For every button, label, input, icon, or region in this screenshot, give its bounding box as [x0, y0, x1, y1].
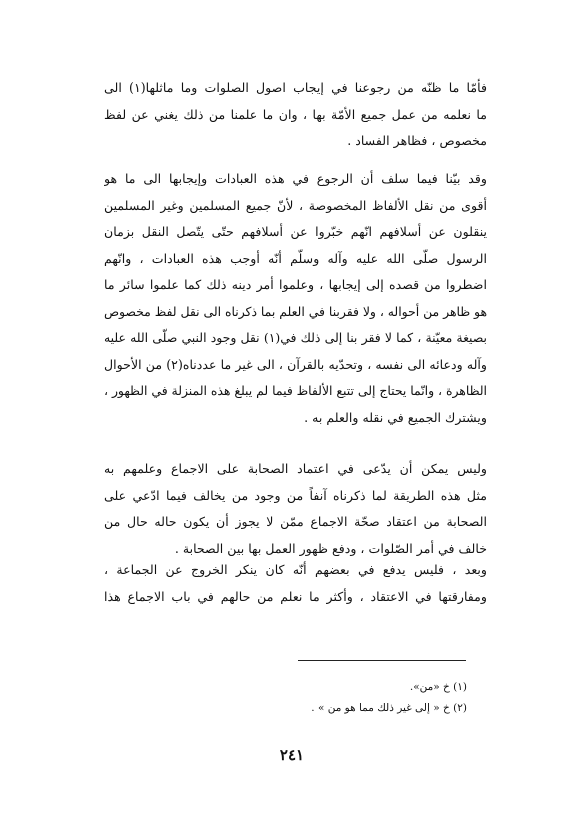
paragraph-1 — [104, 75, 487, 155]
paragraph-line: اضطروا من قصده إلى إيجابها ، وعلموا أمر دينه ذلك كما علموا سائر ما — [104, 277, 487, 292]
footnote-1: (١) خ «من». — [409, 681, 467, 693]
paragraph-line: فأمّا ما ظنّه من رجوعنا في إيجاب اصول الصلوات وما ماثلها(١) الى — [104, 80, 487, 95]
paragraph-4 — [104, 557, 487, 610]
paragraph-line: مثل هذه الطريقة لما ذكرناه آنفاً من وجود من يخالف فيما ادّعي على — [104, 487, 487, 503]
footnote-2: (٢) خ « إلى غير ذلك مما هو من » . — [311, 702, 467, 714]
paragraph-2 — [104, 166, 487, 431]
paragraph-line: أقوى من نقل الألفاظ المخصوصة ، لأنّ جميع المسلمين وغير المسلمين — [104, 197, 487, 213]
footnotes — [250, 677, 467, 719]
paragraph-line: ينقلون عن أسلافهم انّهم خبّروا عن أسلافهم حتّى يتّصل النقل بزمان — [104, 224, 487, 239]
paragraph-line: ما نعلمه من عمل جميع الأمّة بها ، وان ما علمنا من ذلك يغني عن لفظ — [104, 106, 487, 122]
paragraph-line: وقد بيّنا فيما سلف أن الرجوع في هذه العبادات وإيجابها الى ما هو — [104, 171, 487, 186]
paragraph-line: الرسول صلّى الله عليه وآله وسلّم أنّه أوجب هذه العبادات ، وانّهم — [104, 250, 487, 266]
paragraph-line: ومفارقتها في الاعتقاد ، وأكثر ما نعلم من حالهم في باب الاجماع هذا — [104, 588, 487, 604]
paragraph-line: خالف في أمر الصّلوات ، ودفع ظهور العمل بها بين الصحابة . — [174, 540, 487, 556]
paragraph-line: الظاهرة ، وانّما يحتاج إلى تتبع الألفاظ فيما لم يبلغ هذه المنزلة في الظهور ، — [104, 383, 487, 398]
paragraph-line: الصحابة من اعتقاد صحّة الاجماع ممّن لا يجوز أن يكون حاله حال من — [104, 514, 487, 529]
footnote-separator — [298, 660, 466, 661]
paragraph-line: مخصوص ، فظاهر الفساد . — [347, 133, 487, 148]
paragraph-line: وبعد ، فليس يدفع في بعضهم أنّه كان ينكر الخروج عن الجماعة ، — [104, 562, 487, 577]
page-number: ٢٤١ — [279, 746, 305, 764]
paragraph-line: ويشترك الجميع في نقله والعلم به . — [304, 409, 487, 425]
paragraph-line: وآله ودعائه الى نفسه ، وتحدّيه بالقرآن ، الى غير ما عددناه(٢) من الأحوال — [104, 356, 487, 372]
paragraph-line: هو ظاهر من أحواله ، ولا فقربنا في العلم بما ذكرناه الى نقل لفظ مخصوص — [104, 303, 487, 319]
paragraph-line: وليس يمكن أن يدّعى في اعتماد الصحابة على الاجماع وعلمهم به — [104, 461, 487, 476]
paragraph-line: بصيغة معيّنة ، كما لا فقر بنا إلى ذلك في(١) نقل وجود النبي صلّى الله عليه — [104, 330, 487, 345]
paragraph-3 — [104, 456, 487, 562]
